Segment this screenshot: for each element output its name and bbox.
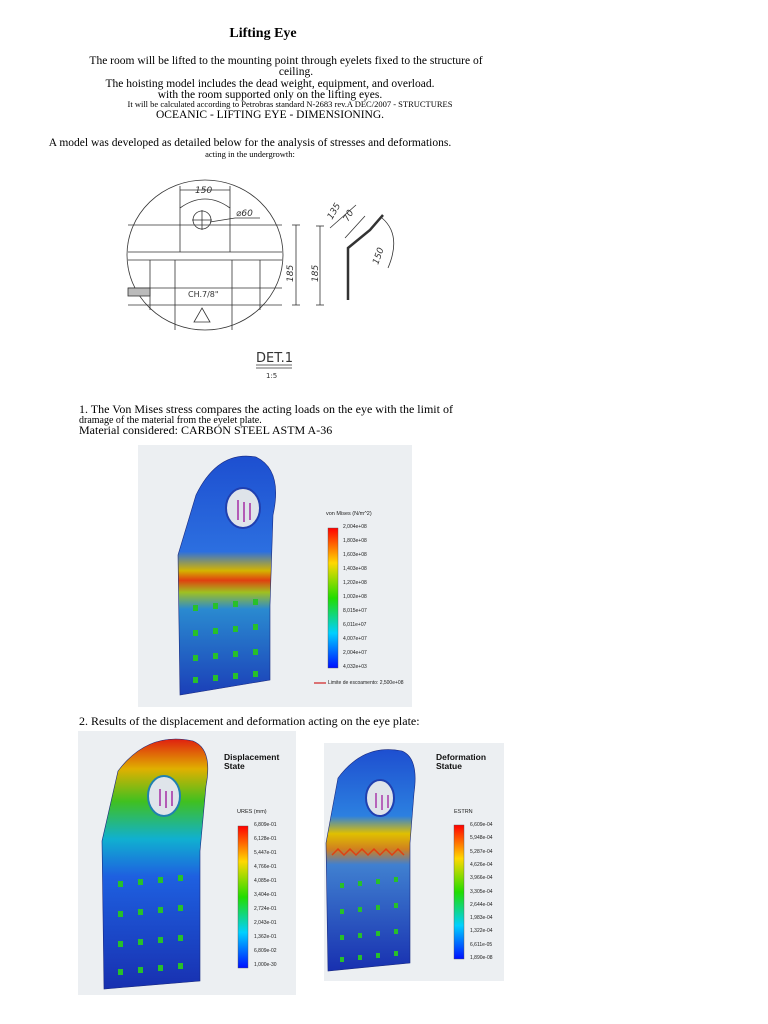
vm-legend-tick: 1,403e+08 — [343, 566, 367, 572]
displacement-legend-tick: 4,766e-01 — [254, 864, 277, 870]
intro-line-4: with the room supported only on the lifting eyes. — [157, 89, 383, 101]
deformation-legend-tick: 3,966e-04 — [470, 875, 493, 882]
model-subline: acting in the undergrowth: — [205, 149, 295, 159]
intro-line-6: OCEANIC - LIFTING EYE - DIMENSIONING. — [155, 109, 385, 121]
intro-line-5: It will be calculated according to Petrobras standard N-2683 rev.A DEC/2007 - STRUCTURES — [127, 99, 453, 109]
displacement-figure — [78, 731, 296, 995]
deformation-legend-tick: 1,322e-04 — [470, 928, 493, 935]
vm-legend-tick: 1,202e+08 — [343, 580, 367, 586]
displacement-legend-tick: 5,447e-01 — [254, 850, 277, 856]
deformation-caption-1: Deformation — [436, 752, 487, 762]
model-line: A model was developed as detailed below for the analysis of stresses and deformations. — [48, 137, 452, 149]
deformation-legend-title: ESTRN — [454, 809, 473, 815]
vm-legend-tick: 4,032e+03 — [343, 664, 367, 670]
deformation-legend-tick: 1,983e-04 — [470, 915, 493, 922]
intro-line-2: ceiling. — [278, 66, 314, 78]
displacement-legend-tick: 4,085e-01 — [254, 878, 277, 884]
deformation-legend-tick: 4,626e-04 — [470, 861, 493, 868]
deformation-legend-tick: 5,948e-04 — [470, 835, 493, 842]
plate-label: CH.7/8" — [188, 290, 219, 299]
displacement-caption-1: Displacement — [224, 752, 280, 762]
deformation-legend-tick: 2,644e-04 — [470, 901, 493, 908]
vm-legend-tick: 8,015e+07 — [343, 608, 367, 614]
vm-legend-tick: 2,004e+07 — [343, 650, 367, 656]
displacement-legend-tick: 6,128e-01 — [254, 836, 277, 842]
dim-150-angle: 150 — [371, 246, 387, 267]
vm-legend-tick: 1,002e+08 — [343, 594, 367, 600]
von-mises-figure — [138, 445, 412, 707]
dim-135: 135 — [325, 201, 344, 222]
displacement-legend-title: URES (mm) — [237, 809, 267, 815]
intro-line-1: The room will be lifted to the mounting point through eyelets fixed to the structure of — [89, 55, 483, 67]
dim-150-top: 150 — [195, 186, 213, 196]
deformation-legend-tick: 6,609e-04 — [470, 822, 493, 828]
section2-heading: 2. Results of the displacement and deformation acting on the eye plate: — [79, 714, 420, 728]
displacement-legend-tick: 3,404e-01 — [254, 892, 277, 898]
vm-legend-title: von Mises (N/m^2) — [326, 511, 372, 517]
page-title: Lifting Eye — [229, 26, 297, 41]
deformation-legend-tick: 3,305e-04 — [470, 888, 493, 895]
displacement-legend-tick: 6,809e-02 — [254, 948, 277, 954]
dim-phi60: ⌀60 — [236, 209, 253, 219]
section1-line1: 1. The Von Mises stress compares the acting loads on the eye with the limit of — [79, 402, 453, 416]
dim-70: 70 — [341, 208, 357, 224]
technical-drawing — [120, 160, 400, 385]
deformation-caption-2: Statue — [436, 761, 462, 771]
det-label: DET.1 — [256, 351, 294, 366]
displacement-legend-tick: 6,809e-01 — [254, 822, 277, 828]
det-scale: 1:5 — [266, 372, 278, 380]
intro-line-3: The hoisting model includes the dead weight, equipment, and overload. — [105, 78, 435, 90]
displacement-legend-tick: 1,362e-01 — [254, 934, 277, 940]
vm-legend-tick: 2,004e+08 — [343, 524, 367, 530]
dim-185-b: 185 — [311, 264, 321, 282]
displacement-legend-tick: 2,043e-01 — [254, 920, 277, 926]
vm-legend-tick: 6,011e+07 — [343, 622, 367, 628]
deformation-legend-tick: 1,890e-08 — [470, 955, 493, 961]
deformation-figure — [324, 743, 504, 981]
section1-line2: dramage of the material from the eyelet plate. — [79, 415, 262, 426]
displacement-legend-tick: 1,000e-30 — [254, 962, 277, 968]
section1-line3: Material considered: CARBON STEEL ASTM A-36 — [79, 423, 333, 437]
vm-legend-tick: 4,007e+07 — [343, 636, 367, 642]
vm-legend-tick: 1,803e+08 — [343, 538, 367, 544]
displacement-legend-tick: 2,724e-01 — [254, 906, 277, 912]
vm-yield-label: Limite de escoamento: 2,500e+08 — [328, 680, 404, 686]
displacement-caption-2: State — [224, 761, 245, 771]
deformation-legend-tick: 5,287e-04 — [470, 848, 493, 855]
dim-185-a: 185 — [286, 264, 296, 282]
vm-legend-tick: 1,603e+08 — [343, 552, 367, 558]
deformation-legend-tick: 6,611e-05 — [470, 941, 493, 948]
